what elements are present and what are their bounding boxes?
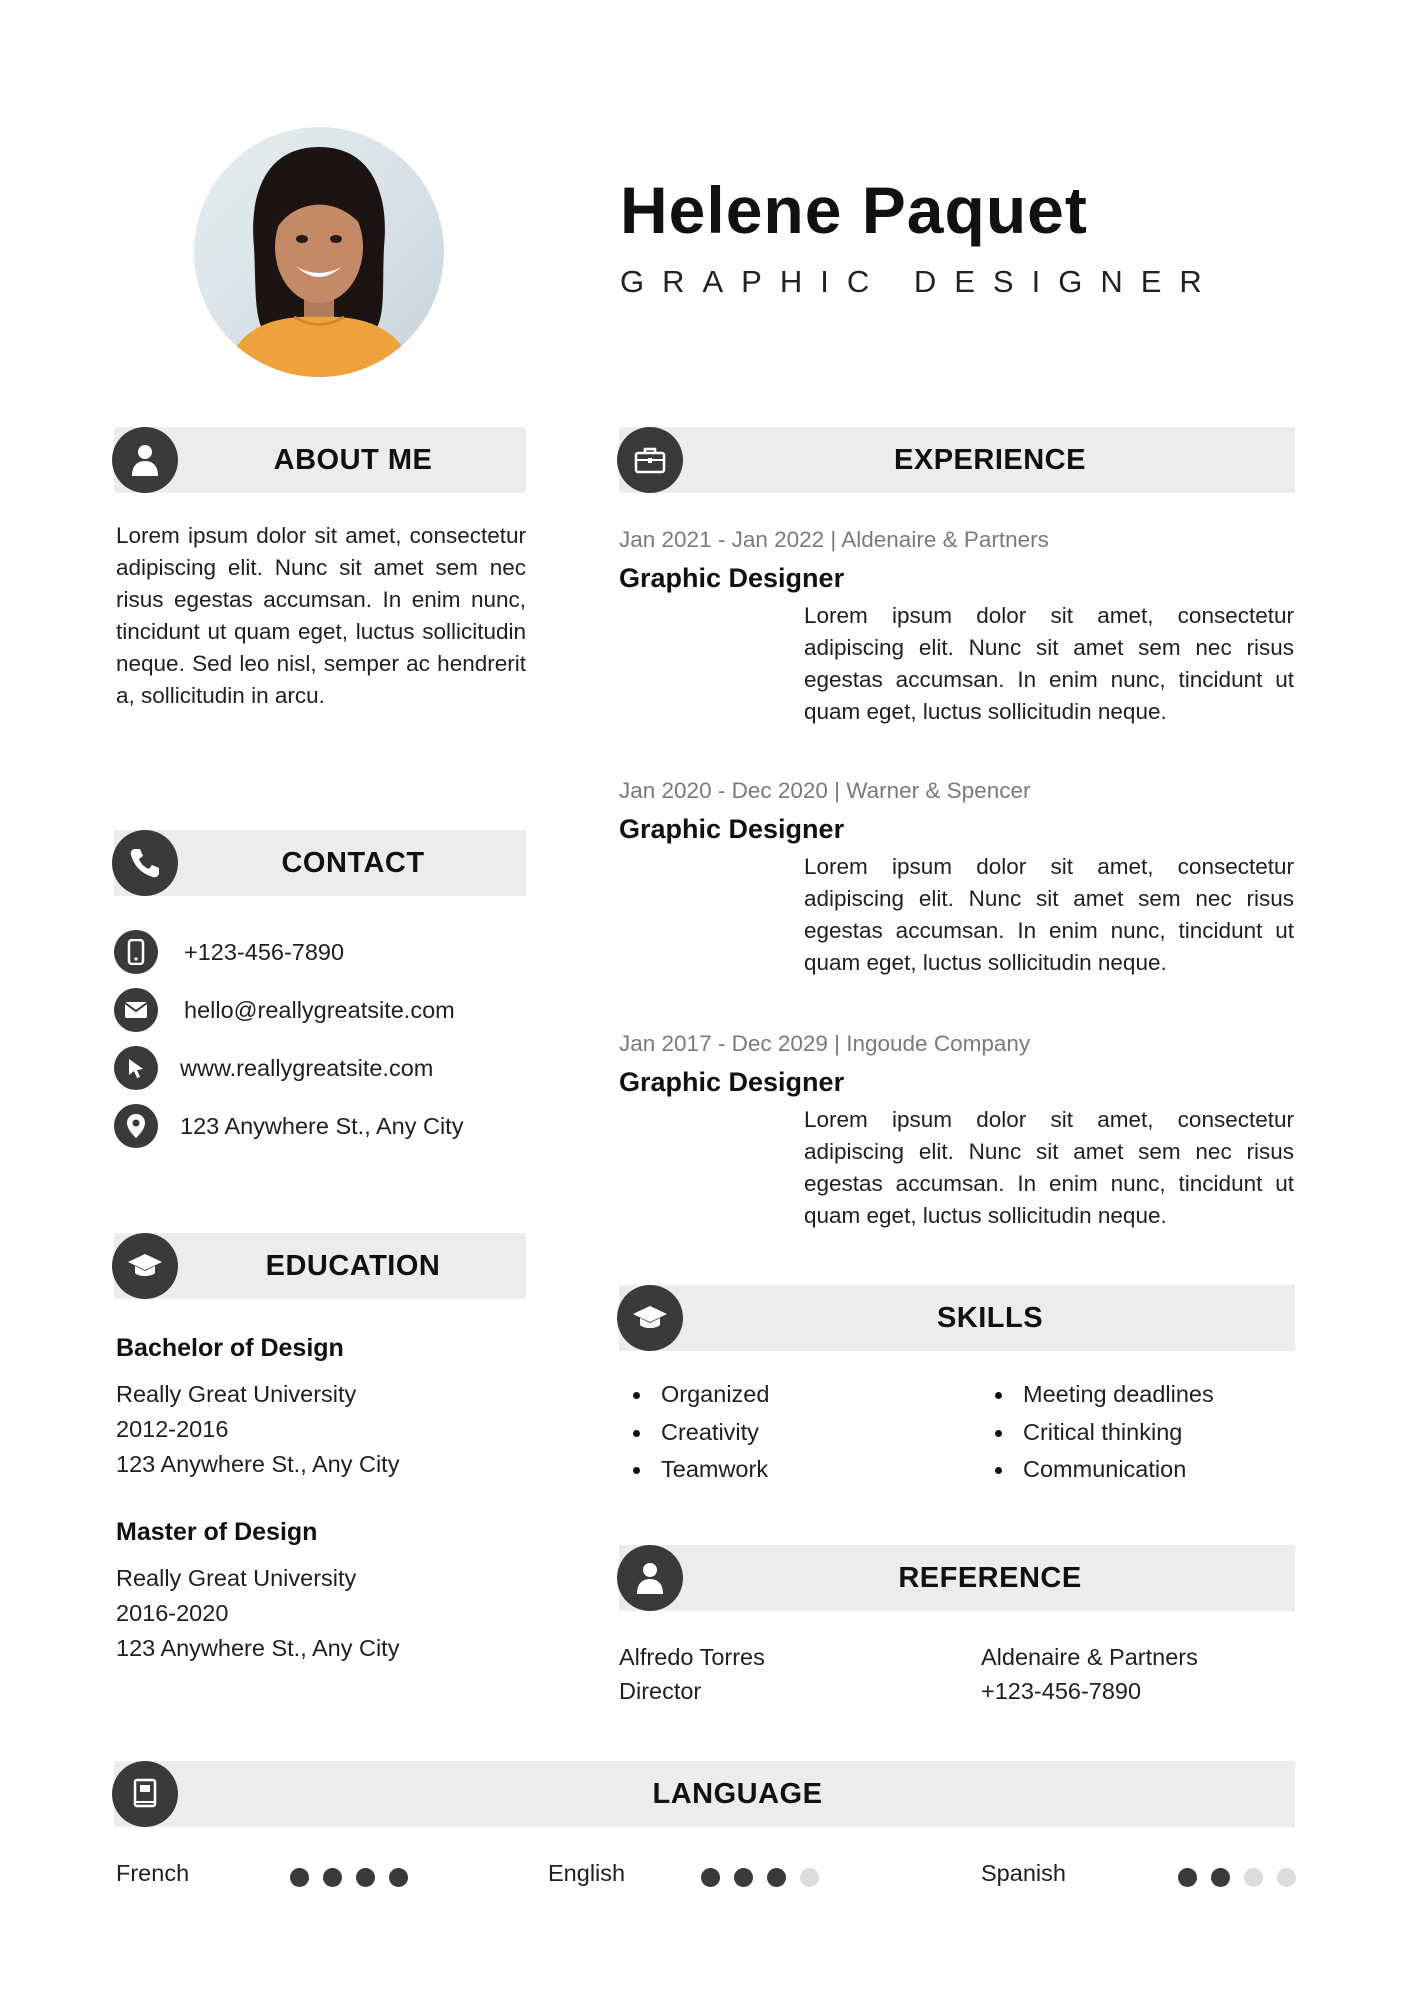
person-icon	[112, 427, 178, 493]
website-text[interactable]: www.reallygreatsite.com	[180, 1054, 434, 1081]
school-name: Really Great University	[116, 1381, 357, 1407]
level-dot-filled	[323, 1868, 342, 1887]
level-dot-filled	[290, 1868, 309, 1887]
level-dot-empty	[1244, 1868, 1263, 1887]
skills-list-left	[619, 1376, 769, 1489]
school-years: 2016-2020	[116, 1600, 229, 1626]
level-dot-filled	[701, 1868, 720, 1887]
language-item	[981, 1860, 1301, 1892]
degree-name: Master of Design	[116, 1518, 318, 1546]
person-icon	[617, 1545, 683, 1611]
graduation-cap-icon	[112, 1233, 178, 1299]
phone-icon	[112, 830, 178, 896]
level-dot-empty	[1277, 1868, 1296, 1887]
level-dot-filled	[734, 1868, 753, 1887]
job-dates: Jan 2021 - Jan 2022 | Aldenaire & Partners	[619, 527, 1049, 552]
experience-section-header	[619, 427, 1295, 493]
skills-heading: SKILLS	[936, 1302, 1044, 1334]
about-heading: ABOUT ME	[273, 444, 433, 476]
contact-section-header	[114, 830, 526, 896]
level-dot-filled	[1211, 1868, 1230, 1887]
school-address: 123 Anywhere St., Any City	[116, 1635, 400, 1661]
contact-address	[114, 1103, 463, 1149]
about-text: Lorem ipsum dolor sit amet, consectetur adipiscing elit. Nunc sit amet sem nec risus egestas accumsan. In enim nunc, tincidunt ut quam eget, luctus sollicitudin neque. Sed leo nisl, semper ac hendrerit a, sollicitudin in arcu.	[116, 523, 526, 708]
job-dates: Jan 2020 - Dec 2020 | Warner & Spencer	[619, 778, 1031, 803]
education-heading: EDUCATION	[265, 1250, 441, 1282]
level-dot-filled	[1178, 1868, 1197, 1887]
about-section-header	[114, 427, 526, 493]
skills-section-header	[619, 1285, 1295, 1351]
school-name: Really Great University	[116, 1565, 357, 1591]
reference-contact	[619, 1640, 765, 1708]
language-heading: LANGUAGE	[652, 1778, 823, 1810]
skills-list-right	[981, 1376, 1214, 1489]
job-title-entry: Graphic Designer	[619, 563, 845, 593]
mail-icon	[114, 988, 158, 1032]
language-item	[116, 1860, 416, 1892]
language-level	[1178, 1868, 1296, 1887]
contact-phone	[114, 929, 344, 975]
profile-photo	[194, 127, 444, 377]
reference-company: Aldenaire & Partners	[981, 1644, 1198, 1670]
reference-heading: REFERENCE	[898, 1562, 1082, 1594]
graduation-cap-icon	[617, 1285, 683, 1351]
mobile-icon	[114, 930, 158, 974]
phone-text: +123-456-7890	[184, 938, 345, 965]
email-text[interactable]: hello@reallygreatsite.com	[184, 996, 455, 1023]
language-name: French	[116, 1860, 190, 1886]
cursor-icon	[114, 1046, 158, 1090]
job-description: Lorem ipsum dolor sit amet, consectetur adipiscing elit. Nunc sit amet sem nec risus egestas accumsan. In enim nunc, tincidunt ut quam eget, luctus sollicitudin neque.	[804, 603, 1294, 724]
skill-item: Critical thinking	[981, 1414, 1214, 1452]
language-section-header	[114, 1761, 1295, 1827]
job-title-entry: Graphic Designer	[619, 814, 845, 844]
reference-position: Director	[619, 1678, 702, 1704]
job-description: Lorem ipsum dolor sit amet, consectetur adipiscing elit. Nunc sit amet sem nec risus egestas accumsan. In enim nunc, tincidunt ut quam eget, luctus sollicitudin neque.	[804, 1107, 1294, 1228]
education-item	[116, 1334, 399, 1482]
level-dot-filled	[389, 1868, 408, 1887]
reference-name: Alfredo Torres	[619, 1644, 765, 1670]
degree-name: Bachelor of Design	[116, 1334, 344, 1362]
job-title-entry: Graphic Designer	[619, 1067, 845, 1097]
level-dot-filled	[767, 1868, 786, 1887]
school-years: 2012-2016	[116, 1416, 229, 1442]
contact-email	[114, 987, 455, 1033]
skill-item: Teamwork	[619, 1451, 769, 1489]
skill-item: Meeting deadlines	[981, 1376, 1214, 1414]
language-level	[290, 1868, 408, 1887]
book-icon	[112, 1761, 178, 1827]
education-section-header	[114, 1233, 526, 1299]
level-dot-filled	[356, 1868, 375, 1887]
briefcase-icon	[617, 427, 683, 493]
skill-item: Organized	[619, 1376, 769, 1414]
address-text: 123 Anywhere St., Any City	[180, 1112, 464, 1139]
reference-phone: +123-456-7890	[981, 1678, 1142, 1704]
skill-item: Creativity	[619, 1414, 769, 1452]
contact-heading: CONTACT	[281, 847, 425, 879]
reference-company-block	[981, 1640, 1198, 1708]
reference-section-header	[619, 1545, 1295, 1611]
job-dates: Jan 2017 - Dec 2029 | Ingoude Company	[619, 1031, 1031, 1056]
language-name: English	[548, 1860, 626, 1886]
school-address: 123 Anywhere St., Any City	[116, 1451, 400, 1477]
language-name: Spanish	[981, 1860, 1066, 1886]
experience-heading: EXPERIENCE	[894, 444, 1086, 476]
location-pin-icon	[114, 1104, 158, 1148]
candidate-name: Helene Paquet	[620, 173, 1088, 247]
education-item	[116, 1518, 399, 1666]
language-item	[548, 1860, 848, 1892]
contact-website	[114, 1045, 433, 1091]
job-title: GRAPHIC DESIGNER	[620, 264, 1220, 299]
level-dot-empty	[800, 1868, 819, 1887]
job-description: Lorem ipsum dolor sit amet, consectetur adipiscing elit. Nunc sit amet sem nec risus egestas accumsan. In enim nunc, tincidunt ut quam eget, luctus sollicitudin neque.	[804, 854, 1294, 975]
language-level	[701, 1868, 819, 1887]
skill-item: Communication	[981, 1451, 1214, 1489]
